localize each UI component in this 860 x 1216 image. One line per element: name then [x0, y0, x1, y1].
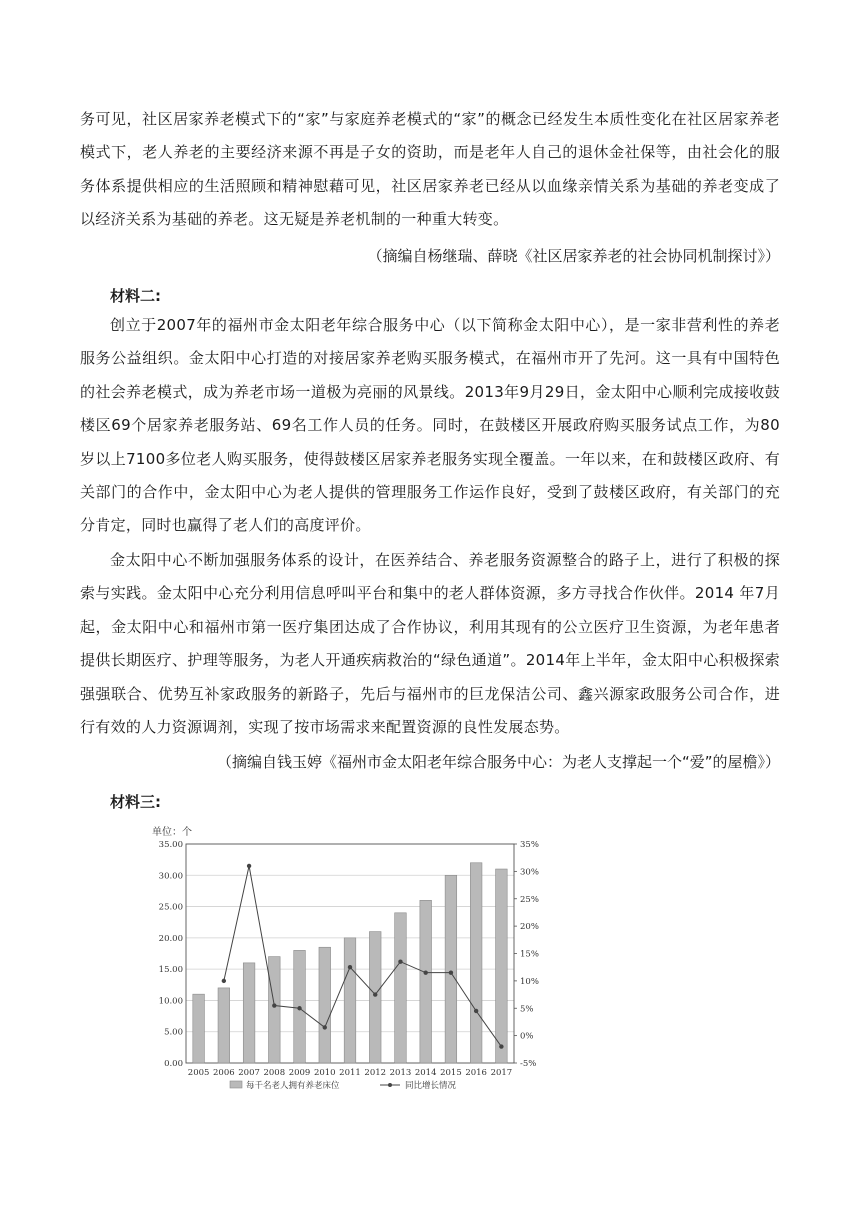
left-tick-label: 20.00: [158, 933, 183, 944]
growth-point-2007: [247, 864, 251, 868]
x-tick-label: 2010: [313, 1068, 336, 1078]
growth-point-2011: [348, 965, 352, 969]
x-tick-label: 2011: [339, 1068, 361, 1078]
growth-point-2013: [398, 960, 402, 964]
bar-2016: [470, 863, 482, 1063]
material1-paragraph: 务可见，社区居家养老模式下的“家”与家庭养老模式的“家”的概念已经发生本质性变化在社区居家养老模式下，老人养老的主要经济来源不再是子女的资助，而是老年人自己的退休金社保等，由社会化的服务体系提供相应的生活照顾和精神慰藉可见，社区居家养老已经从以血缘亲情关系为基础的养老变成了以经济关系为基础的养老。这无疑是养老机制的一种重大转变。: [80, 110, 780, 229]
legend-line-label: 同比增长情况: [405, 1081, 457, 1091]
x-tick-label: 2007: [238, 1068, 260, 1078]
bar-2011: [344, 938, 356, 1063]
left-tick-label: 35.00: [158, 840, 183, 850]
bar-2013: [395, 913, 407, 1063]
bar-2006: [218, 988, 230, 1063]
x-tick-label: 2009: [288, 1068, 311, 1078]
material3-heading: 材料三:: [110, 793, 161, 811]
growth-point-2009: [297, 1006, 301, 1010]
x-tick-label: 2015: [440, 1068, 462, 1078]
material2-paragraph-1: 创立于2007年的福州市金太阳老年综合服务中心（以下简称金太阳中心），是一家非营利性的养老服务公益组织。金太阳中心打造的对接居家养老购买服务模式，在福州市开了先河。这一具有中国特色的社会养老模式，成为养老市场一道极为亮丽的风景线。2013年9月29日，金太阳中心顺利完成接收鼓楼区69个居家养老服务站、69名工作人员的任务。同时，在鼓楼区开展政府购买服务试点工作，为80岁以上7100多位老人购买服务，使得鼓楼区居家养老服务实现全覆盖。一年以来，在和鼓楼区政府、有关部门的合作中，金太阳中心为老人提供的管理服务工作运作良好，受到了鼓楼区政府，有关部门的充分肯定，同时也赢得了老人们的高度评价。: [80, 316, 780, 535]
left-tick-label: 5.00: [164, 1027, 183, 1038]
bar-2010: [319, 947, 331, 1063]
material2-heading: 材料二:: [110, 287, 161, 305]
left-tick-label: 10.00: [158, 996, 183, 1007]
legend-line-marker: [388, 1083, 392, 1087]
x-tick-label: 2008: [263, 1068, 286, 1078]
right-tick-label: 20%: [520, 922, 539, 933]
bar-2007: [243, 963, 255, 1063]
growth-point-2006: [222, 979, 226, 983]
material1-source: （摘编自杨继瑞、薛晓《社区居家养老的社会协同机制探讨》）: [367, 247, 780, 265]
right-tick-label: 0%: [520, 1031, 534, 1042]
material2-source: （摘编自钱玉婷《福州市金太阳老年综合服务中心：为老人支撑起一个“爱”的屋檐》）: [216, 753, 780, 771]
right-tick-label: 5%: [520, 1004, 534, 1015]
x-tick-label: 2012: [364, 1068, 387, 1078]
growth-point-2008: [272, 1003, 276, 1007]
x-tick-label: 2005: [187, 1068, 210, 1078]
bar-2008: [269, 957, 281, 1063]
right-tick-label: 25%: [520, 894, 539, 905]
bar-2005: [193, 994, 205, 1063]
growth-point-2016: [474, 1009, 478, 1013]
left-tick-label: 15.00: [158, 965, 183, 976]
right-tick-label: -5%: [520, 1059, 537, 1069]
legend-bar-label: 每千名老人拥有养老床位: [246, 1081, 340, 1091]
growth-point-2014: [423, 970, 427, 974]
bed-growth-chart: [150, 822, 539, 1102]
bar-2015: [445, 875, 457, 1063]
x-tick-label: 2017: [490, 1068, 513, 1078]
legend-bar-swatch: [230, 1081, 242, 1088]
growth-point-2012: [373, 992, 377, 996]
bar-2012: [369, 932, 381, 1063]
chart-unit-label: 单位：个: [152, 827, 192, 838]
x-tick-label: 2014: [414, 1068, 437, 1078]
x-tick-label: 2013: [389, 1068, 412, 1078]
x-tick-label: 2016: [465, 1068, 487, 1078]
right-tick-label: 10%: [520, 976, 539, 987]
right-tick-label: 35%: [520, 840, 539, 850]
growth-point-2017: [499, 1044, 503, 1048]
left-tick-label: 30.00: [158, 871, 183, 882]
left-tick-label: 25.00: [158, 902, 183, 913]
bar-2014: [420, 900, 432, 1063]
material2-paragraph-2: 金太阳中心不断加强服务体系的设计，在医养结合、养老服务资源整合的路子上，进行了积极的探索与实践。金太阳中心充分利用信息呼叫平台和集中的老人群体资源，多方寻找合作伙伴。2014 年7月起，金太阳中心和福州市第一医疗集团达成了合作协议，利用其现有的公立医疗卫生资源，为老年患者提供长期医疗、护理等服务，为老人开通疾病救治的“绿色通道”。2014年上半年，金太阳中心积极探索强强联合、优势互补家政服务的新路子，先后与福州市的巨龙保洁公司、鑫兴源家政服务公司合作，进行有效的人力资源调剂，实现了按市场需求来配置资源的良性发展态势。: [80, 551, 780, 737]
growth-point-2015: [449, 970, 453, 974]
right-tick-label: 15%: [520, 949, 539, 960]
left-tick-label: 0.00: [164, 1059, 183, 1069]
right-tick-label: 30%: [520, 867, 539, 878]
growth-point-2010: [323, 1025, 327, 1029]
x-tick-label: 2006: [213, 1068, 235, 1078]
growth-line: [224, 866, 502, 1047]
bar-2017: [496, 869, 508, 1063]
